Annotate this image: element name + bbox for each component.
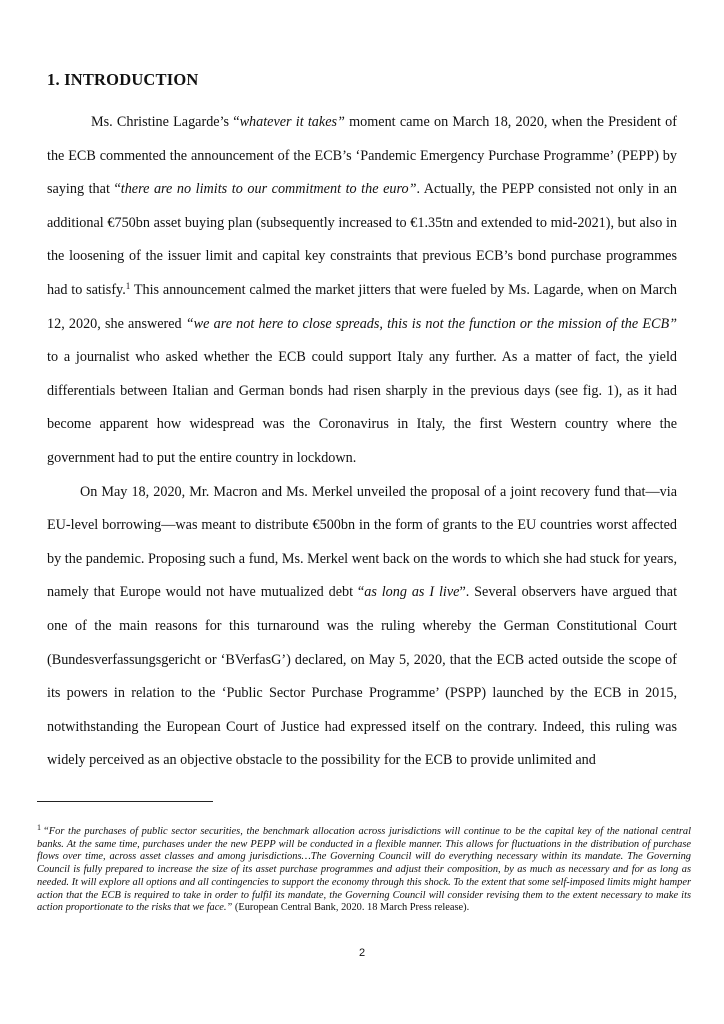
footnote-quote: “For the purchases of public sector securities, the benchmark allocation across jurisdictions will continue to be the capital key of the national central banks. At the same time, purchases under the new PEPP will be conducted in a flexible manner. This allows for fluctuations in the distribution of purchase flows over time, across asset classes and among jurisdictions…The Governing Council will do everything necessary within its mandate. The Governing Council is fully prepared to increase the size of its asset purchase programmes and adjust their composition, by as much as necessary and for as long as needed. It will explore all options and all contingencies to support the economy through this shock. To the extent that some self-imposed limits might hamper action that the ECB is required to take in order to fulfil its mandate, the Governing Council will consider revising them to the extent necessary to make its action proportionate to the risks that we face.” [37,826,691,914]
section-title: INTRODUCTION [64,70,199,89]
paragraph-text: to a journalist who asked whether the ECB could support Italy any further. As a matter of fact, the yield differentials between Italian and German bonds had risen sharply in the previous days (see fig. 1), as it had become apparent how widespread was the Coronavirus in Italy, the first Western country where the government had to put the entire country in lockdown. [47,349,677,466]
paragraph-text: On May 18, 2020, Mr. Macron and Ms. Merkel unveiled the proposal of a joint recovery fund that—via EU-level borrowing—was meant to distribute €500bn in the form of grants to the EU countries worst affected by the pandemic. Proposing such a fund, Ms. Merkel went back on the words to which she had stuck for years, namely that Europe would not have mutualized debt “ [47,483,677,601]
paragraph-text: This announcement calmed the market jitters that were fueled by Ms. Lagarde, when on March 12, 2020, she answered [47,281,678,332]
quote-as-long-as-i-live: as long as I live [364,584,460,601]
body-text [47,106,677,778]
footnote-source: (European Central Bank, 2020. 18 March Press release). [232,902,470,914]
quote-whatever-it-takes: whatever it takes” [239,114,345,130]
section-number: 1. [47,70,60,89]
quote-close-spreads: “we are not here to close spreads, this is not the function or the mission of the ECB” [185,315,678,332]
quote-no-limits: there are no limits to our commitment to the euro” [120,181,417,198]
paragraph-text: ”. Several observers have argued that one of the main reasons for this turnaround was the ruling whereby the German Constitutional Court (Bundesverfassungsgericht or ‘BVerfasG’) declared, on May 5, 2020, that the ECB acted outside the scope of its powers in relation to the ‘Public Sector Purchase Programme’ (PSPP) launched by the ECB in 2015, notwithstanding the European Court of Justice had expressed itself on the contrary. Indeed, this ruling was widely perceived as an objective obstacle to the possibility for the ECB to provide unlimited and [47,584,678,769]
section-heading [47,70,199,90]
page-number: 2 [358,947,366,959]
paragraph-text: . Actually, the PEPP consisted not only in an additional €750bn asset buying plan (subsequently increased to €1.35tn and extended to mid-2021), but also in the loosening of the issuer limit and capital key constraints that previous ECB’s bond purchase programmes had to satisfy. [47,181,677,298]
paragraph-text: Ms. Christine Lagarde’s “ [91,114,240,130]
paragraph-text: moment came on March 18, 2020, when the President of the ECB commented the announcement of the ECB’s ‘Pandemic Emergency Purchase Programme’ (PEPP) by saying that “ [47,114,677,198]
footnote-marker: 1 [37,823,41,832]
footnote-1 [37,823,691,915]
footnote-reference[interactable]: 1 [125,280,131,291]
footnote-separator [37,801,213,802]
paragraph-2 [47,476,677,778]
paragraph-1 [47,106,677,476]
